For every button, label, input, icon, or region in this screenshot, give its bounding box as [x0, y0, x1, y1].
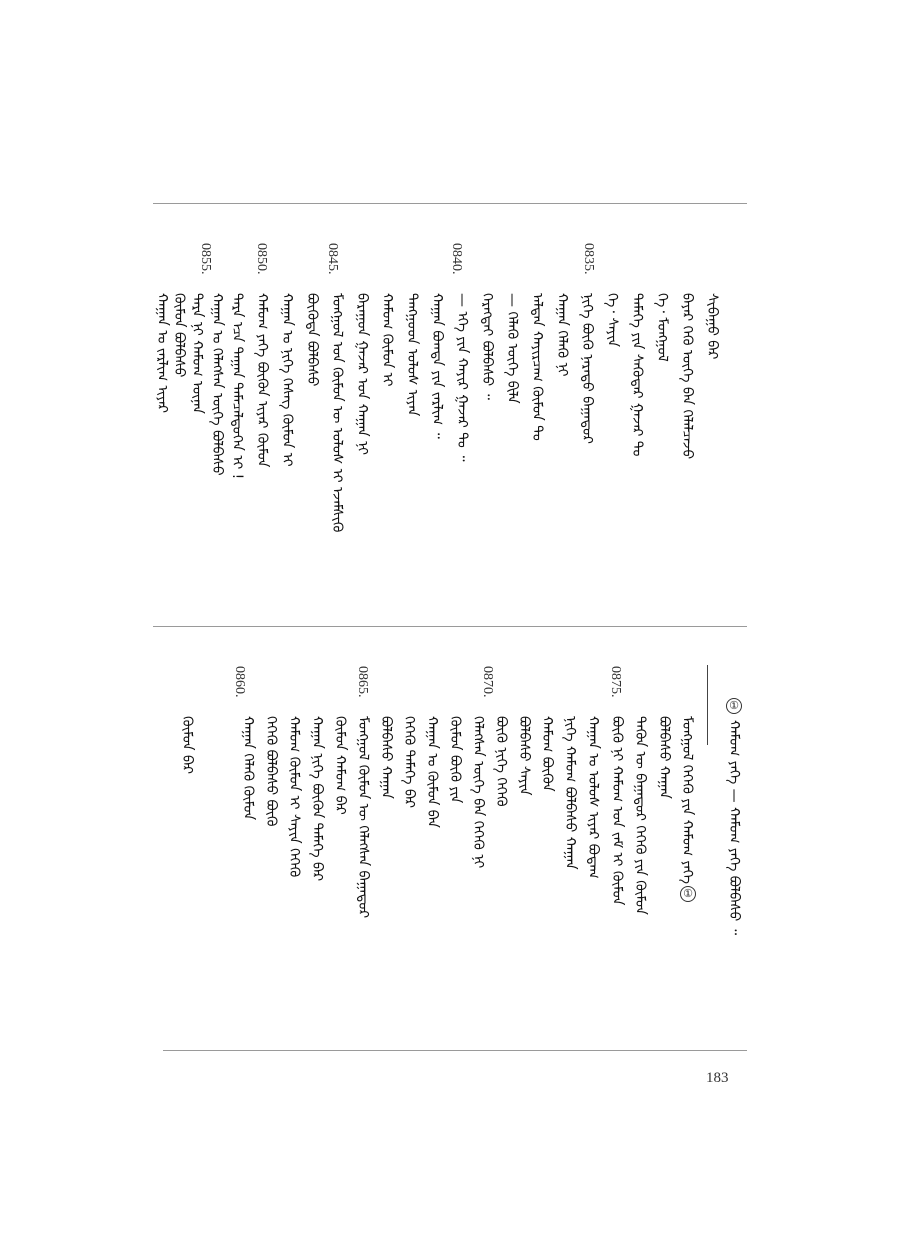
middle-rule [153, 626, 747, 627]
text-column: ᠲᠠᠩᠭᠤᠳ ᠤᠯᠤᠰ ᠢᠶᠠᠨ [404, 293, 420, 417]
text-column: ᠬᠠᠮᠤᠭ ᠬᠦᠮᠦᠨ ᠢ ᠰᠠᠶᠢᠨ ᠬᠡᠭᠡᠬᠦ [286, 716, 302, 878]
page-number: 183 [706, 1070, 729, 1086]
text-column: ᠬᠠᠭᠠᠨ ᠤ ᠨᠢᠭᠡ ᠬᠡᠰᠡᠭ ᠬᠦᠮᠦᠨ ᠢ [279, 293, 295, 467]
text-column: ᠬᠠᠭᠠᠨ ᠤ ᠵᠠᠷᠯᠢᠭ ᠢᠶᠠᠷ [154, 293, 170, 413]
top-rule [153, 203, 747, 204]
line-number: 0870. [480, 666, 495, 698]
text-column: ᠰᠢᠪᠠᠭᠤ ᠪᠠᠷ [704, 293, 720, 360]
text-column: ᠬᠠᠮᠤᠭ ᠬᠦᠮᠦᠨ ᠢ [379, 293, 395, 387]
bottom-rule [163, 1050, 747, 1051]
footnote-reference: ① [680, 886, 696, 902]
footnote-separator [707, 665, 708, 745]
text-column: ᠪᠦᠬᠦ ᠨᠢᠭᠡ ᠬᠡᠭᠡᠬᠦ [493, 716, 509, 807]
text-column: ᠬᠠᠭᠠᠨ ᠬᠡᠯᠡᠬᠦ ᠨᠢ [554, 293, 570, 377]
text-column: ᠬᠦᠮᠦᠨ ᠪᠦᠬᠦ ᠶᠢᠨ [447, 716, 463, 804]
text-column: ᠭᠡ᠂ ᠰᠠᠶᠢᠨ [604, 293, 620, 347]
text-column: ᠮᠣᠩᠭᠣᠯ ᠤᠨ ᠬᠦᠮᠦᠨ ᠦ ᠤᠯᠤᠰ ᠢ ᠡᠵᠡᠮᠰᠢᠬᠦ [329, 293, 345, 533]
line-number: 0875. [608, 666, 623, 698]
line-number: 0855. [198, 243, 213, 275]
text-column: ᠪᠠᠷᠠᠭᠤᠨ ᠭᠠᠵᠠᠷ ᠤᠨ ᠬᠠᠭᠠᠨ ᠨᠢ [354, 293, 370, 455]
text-column: ᠪᠣᠯᠪᠠᠰᠤ ᠰᠠᠶᠢᠨ [516, 716, 532, 796]
text-column: ᠭᠡ᠂ ᠮᠤᠩᠭᠤᠯ [654, 293, 670, 362]
text-column: ᠬᠦᠮᠦᠨ ᠬᠠᠮᠤᠭ ᠪᠠᠷ [332, 716, 348, 815]
text-column: ᠨᠢᠭᠡ ᠬᠠᠮᠤᠭ ᠪᠣᠯᠪᠠᠰᠤ ᠬᠠᠭᠠᠨ [562, 716, 578, 870]
line-number: 0865. [355, 666, 370, 698]
text-column: ᠮᠣᠩᠭᠣᠯ ᠬᠦᠮᠦᠨ ᠦ ᠬᠡᠯᠡᠭᠰᠡᠨ ᠪᠠᠭᠠᠲᠤᠷ [355, 716, 371, 919]
text-column: ᠬᠡᠭᠡᠬᠦ ᠪᠣᠯᠪᠠᠰᠤ ᠪᠦᠬᠦ [263, 716, 279, 827]
text-column: — ᠡᠬᠡ ᠶᠢᠨ ᠬᠠᠶᠢᠷ ᠭᠠᠵᠠᠷ ᠲᠤ ᠃ [454, 293, 470, 462]
text-column: ᠬᠠᠮᠤᠭ ᠪᠦᠬᠦᠨ [539, 716, 555, 792]
text-column: ᠬᠦᠮᠦᠨ ᠪᠠᠷ [179, 716, 195, 775]
text-column: ᠬᠠᠭᠠᠨ ᠤ ᠬᠡᠯᠡᠭᠰᠡᠨ ᠦᠭᠡ ᠪᠣᠯᠪᠠᠰᠤ [209, 293, 225, 476]
text-column: ᠬᠠᠭᠠᠨ ᠨᠢᠭᠡ ᠪᠦᠬᠦᠨ ᠲᠡᠮᠡᠭᠡ ᠪᠠᠷ [309, 716, 325, 882]
text-column: ᠬᠡᠷᠡᠭᠲᠡᠢ ᠪᠣᠯᠪᠠᠰᠤ ᠃ [479, 293, 495, 400]
text-column: ᠮᠣᠩᠭᠣᠯ ᠬᠡᠭᠡᠬᠦ ᠶᠢᠨ ᠬᠠᠮᠤᠭ ᠶᠡᠬᠡ [679, 716, 695, 884]
text-column: — ᠬᠡᠯᠡᠬᠦ ᠦᠭᠡ ᠪᠢᠯᠡ [504, 293, 520, 404]
text-column: ᠬᠠᠭᠠᠨ ᠬᠡᠯᠡᠬᠦ ᠬᠦᠮᠦᠨ [240, 716, 256, 821]
line-number: 0860. [232, 666, 247, 698]
text-column: ᠬᠡᠭᠡᠬᠦ ᠲᠡᠮᠡᠭᠡ ᠪᠠᠷ [401, 716, 417, 809]
text-column: ᠪᠦᠭᠦᠳᠡ ᠪᠣᠯᠪᠠᠰᠤ [304, 293, 320, 387]
text-column: ᠬᠠᠭᠠᠨ ᠪᠣᠭᠳᠠ ᠶᠢᠨ ᠵᠠᠷᠯᠢᠭ ᠃ [429, 293, 445, 439]
text-column: ᠪᠣᠯᠪᠠᠰᠤ ᠬᠠᠭᠠᠨ [378, 716, 394, 799]
line-number: 0845. [325, 243, 340, 275]
text-column: ᠬᠠᠭᠠᠨ ᠤ ᠬᠦᠮᠦᠨ ᠪᠠᠨ [424, 716, 440, 828]
line-number: 0850. [254, 243, 269, 275]
text-column: ᠪᠠᠶᠠᠷ ᠭᠡᠬᠦ ᠦᠭᠡ ᠪᠠᠨ ᠬᠡᠯᠡᠯᠴᠡᠵᠦ [679, 293, 695, 460]
text-column: ᠲᠡᠭᠦᠨ ᠦ ᠪᠠᠭᠠᠲᠤᠷ ᠬᠡᠭᠡᠬᠦ ᠶᠢᠨ ᠬᠦᠮᠦᠨ [632, 716, 648, 915]
text-column: ᠲᠡᠮᠡᠭᠡ ᠶᠢᠨ ᠰᠡᠭᠦᠳᠡᠷ ᠭᠠᠵᠠᠷ ᠲᠤ [629, 293, 645, 457]
text-column: ᠠᠯᠲᠠᠨ ᠬᠠᠶᠢᠷᠴᠠᠭ ᠬᠦᠮᠦᠨ ᠲᠤ [529, 293, 545, 441]
text-column: ᠬᠠᠭᠠᠨ ᠤ ᠤᠯᠤᠰ ᠢᠶᠠᠷ ᠪᠤᠳᠠᠭ [585, 716, 601, 879]
footnote-text: ᠬᠠᠮᠤᠭ ᠶᠡᠬᠡ — ᠬᠠᠮᠤᠭ ᠶᠡᠬᠡ ᠪᠣᠯᠪᠠᠰᠤ ᠃ [726, 720, 742, 935]
text-column: ᠪᠦᠬᠦ ᠨᠢ ᠬᠠᠮᠤᠭ ᠤᠨ ᠵᠠᠮ ᠢ ᠬᠦᠮᠦᠨ [609, 716, 625, 906]
text-column: ᠬᠦᠮᠦᠨ ᠪᠣᠯᠪᠠᠰᠤ [171, 293, 187, 378]
text-column: ᠨᠢᠭᠡ ᠪᠦᠬᠦ ᠨᠡᠷᠡᠲᠦ ᠪᠠᠭᠠᠲᠤᠷ [579, 293, 595, 444]
text-column: ᠬᠡᠯᠡᠭᠰᠡᠨ ᠦᠭᠡ ᠪᠠᠨ ᠬᠡᠭᠡᠬᠦ ᠨᠢ [470, 716, 486, 869]
text-column: ᠲᠡᠷᠡ ᠡᠴᠡ ᠳᠠᠭᠠᠨ ᠲᠡᠮᠡᠴᠡᠯᠳᠦᠭᠡᠨ ᠢ ! [229, 293, 245, 480]
footnote-marker: ① [726, 698, 742, 714]
line-number: 0835. [581, 243, 596, 275]
line-number: 0840. [449, 243, 464, 275]
text-column: ᠪᠣᠯᠪᠠᠰᠤ ᠬᠠᠭᠠᠨ [656, 716, 672, 799]
text-column: ᠲᠡᠷᠡ ᠨᠢ ᠬᠠᠮᠤᠭ ᠦᠨᠡᠨ [189, 293, 205, 414]
text-column: ᠬᠠᠮᠤᠭ ᠶᠡᠬᠡ ᠪᠦᠬᠦᠨ ᠢᠶᠡᠷ ᠬᠦᠮᠦᠨ [254, 293, 270, 468]
